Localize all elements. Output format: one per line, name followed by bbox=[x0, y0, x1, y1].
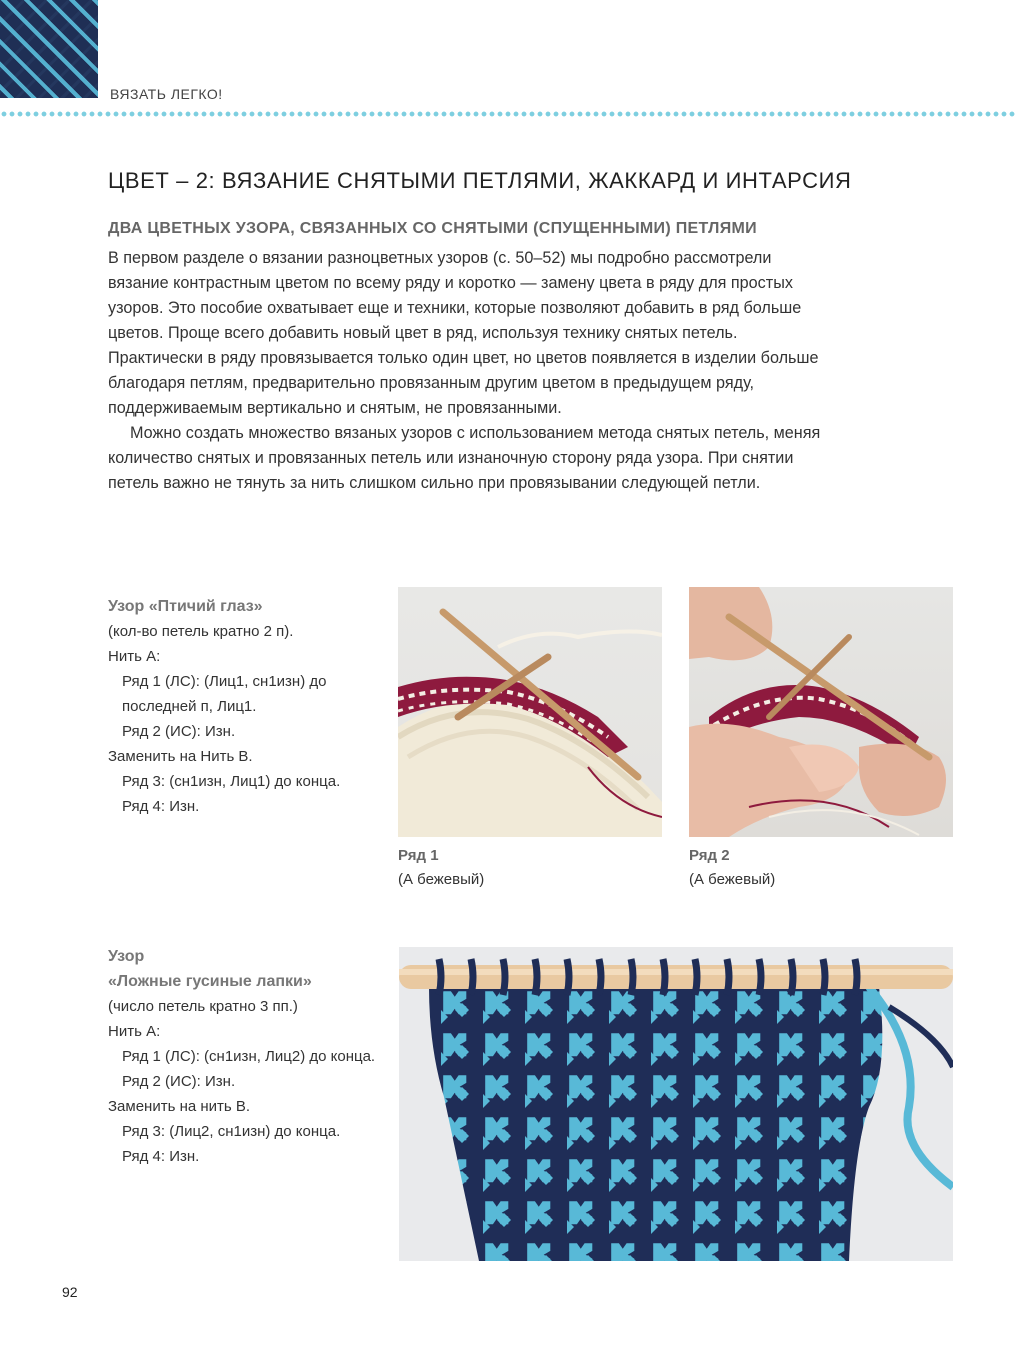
pattern-title: Узор bbox=[108, 948, 145, 965]
knitting-photo-houndstooth bbox=[399, 947, 953, 1261]
photo-caption-row2 bbox=[689, 844, 775, 892]
pattern-bird-eye bbox=[108, 594, 368, 819]
header-swatch-image bbox=[0, 0, 98, 98]
knitting-photo-row1 bbox=[398, 587, 662, 837]
caption-subtitle: (А бежевый) bbox=[398, 871, 485, 888]
yarn-switch: Заменить на Нить В. bbox=[108, 748, 253, 765]
yarn-label: Нить А: bbox=[108, 1023, 161, 1040]
row-instruction: Ряд 4: Изн. bbox=[122, 1148, 200, 1165]
pattern-note: (кол-во петель кратно 2 п). bbox=[108, 623, 294, 640]
pattern-false-houndstooth bbox=[108, 944, 388, 1169]
caption-subtitle: (А бежевый) bbox=[689, 871, 776, 888]
pattern-title: «Ложные гусиные лапки» bbox=[108, 973, 312, 990]
page-title: ЦВЕТ – 2: ВЯЗАНИЕ СНЯТЫМИ ПЕТЛЯМИ, ЖАККАРД И ИНТАРСИЯ bbox=[108, 168, 852, 193]
pattern-title: Узор «Птичий глаз» bbox=[108, 598, 263, 615]
pattern-note: (число петель кратно 3 пп.) bbox=[108, 998, 298, 1015]
row-instruction: Ряд 1 (ЛС): (Лиц1, сн1изн) до bbox=[122, 673, 327, 690]
yarn-switch: Заменить на нить В. bbox=[108, 1098, 251, 1115]
row-instruction: Ряд 4: Изн. bbox=[122, 798, 200, 815]
intro-text bbox=[108, 246, 828, 496]
row-instruction: Ряд 3: (сн1изн, Лиц1) до конца. bbox=[122, 773, 341, 790]
running-header: ВЯЗАТЬ ЛЕГКО! bbox=[110, 86, 223, 102]
dotted-divider bbox=[0, 110, 1016, 118]
yarn-label: Нить А: bbox=[108, 648, 161, 665]
page-number: 92 bbox=[62, 1284, 78, 1300]
row-instruction: Ряд 2 (ИС): Изн. bbox=[122, 723, 236, 740]
intro-paragraph-1: В первом разделе о вязании разноцветных узоров (с. 50–52) мы подробно рассмотрели вязание контрастным цветом по всему ряду и коротко — замену цвета в ряду для простых узоров. Это пособие охватывает еще и техники, которые позволяют добавить в ряд больше цветов. Проще всего добавить новый цвет в ряд, используя технику снятых петель. Практически в ряду провязывается только один цвет, но цветов появляется в изделии больше благодаря петлям, предварительно провязанным другим цветом в предыдущем ряду, поддерживаемым вертикально и снятым, не провязанными. bbox=[108, 249, 819, 417]
row-instruction: последней п, Лиц1. bbox=[122, 698, 257, 715]
row-instruction: Ряд 1 (ЛС): (сн1изн, Лиц2) до конца. bbox=[122, 1048, 376, 1065]
section-heading: ДВА ЦВЕТНЫХ УЗОРА, СВЯЗАННЫХ СО СНЯТЫМИ (СПУЩЕННЫМИ) ПЕТЛЯМИ bbox=[108, 220, 757, 237]
row-instruction: Ряд 3: (Лиц2, сн1изн) до конца. bbox=[122, 1123, 341, 1140]
caption-title: Ряд 2 bbox=[689, 847, 730, 864]
caption-title: Ряд 1 bbox=[398, 847, 439, 864]
knitting-photo-row2 bbox=[689, 587, 953, 837]
row-instruction: Ряд 2 (ИС): Изн. bbox=[122, 1073, 236, 1090]
intro-paragraph-2: Можно создать множество вязаных узоров с использованием метода снятых петель, меняя количество снятых и провязанных петель или изнаночную сторону ряда узора. При снятии петель важно не тянуть за нить слишком сильно при провязывании следующей петли. bbox=[108, 424, 821, 492]
photo-caption-row1 bbox=[398, 844, 484, 892]
